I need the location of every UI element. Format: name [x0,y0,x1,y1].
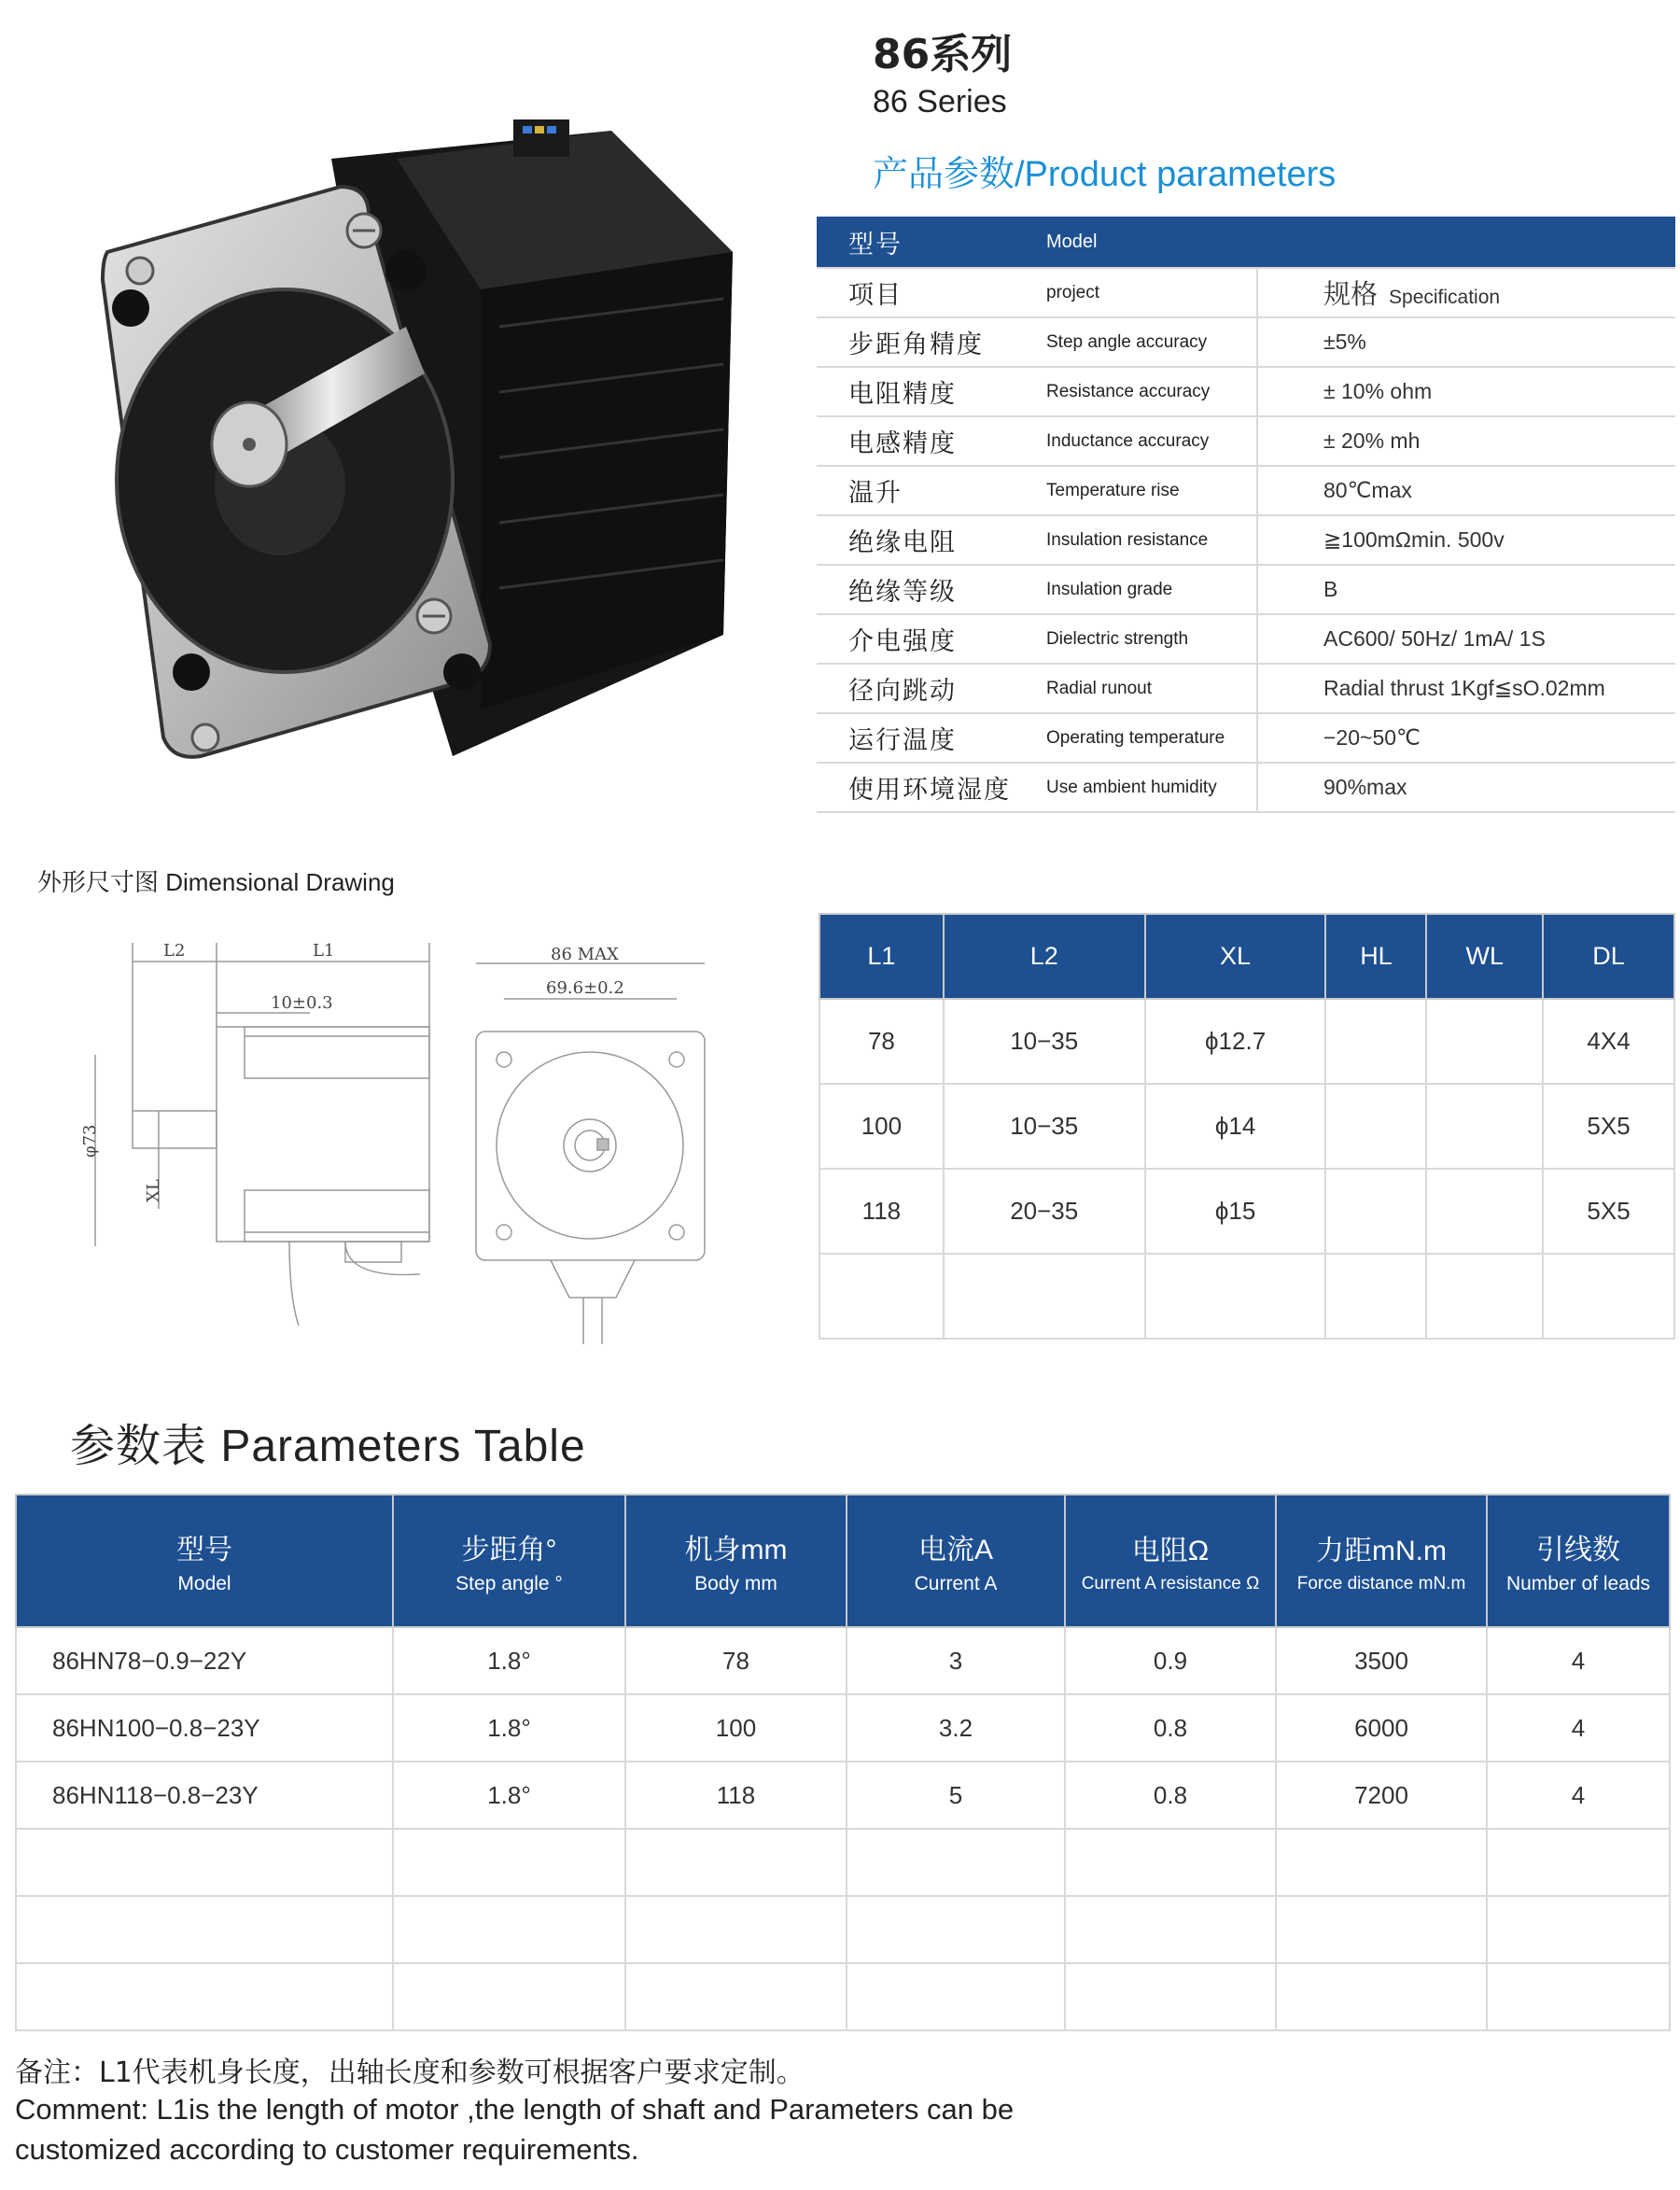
spec-row [817,515,1675,565]
dim-cell [1426,1169,1543,1254]
stepper-motor-image [89,112,761,784]
spec-row [817,317,1675,367]
dim-cell [1325,1084,1426,1169]
param-cell [1487,1896,1670,1963]
specification-en: Specification [1389,287,1501,308]
dim-cell [1543,1254,1674,1339]
dim-cell: ϕ12.7 [1145,999,1326,1084]
param-cell [393,1963,625,2030]
param-cell: 100 [625,1694,847,1762]
param-cell [1276,1963,1487,2030]
spec-en: Resistance accuracy [1035,367,1257,416]
param-cell: 4 [1487,1762,1670,1829]
spec-cn: 步距角精度 [817,317,1035,367]
param-header-en: Model [177,1573,231,1594]
spec-header-en: Model [1035,217,1257,268]
spec-value: ± 20% mh [1257,416,1675,466]
param-cell: 0.8 [1065,1694,1276,1762]
param-cell: 7200 [1276,1762,1487,1829]
param-cell [393,1896,625,1963]
dim-cell: 118 [819,1169,944,1254]
param-header-en: Current A resistance Ω [1081,1574,1260,1593]
param-header-cn: 电阻Ω [1131,1536,1210,1566]
param-header-model [16,1495,393,1627]
drawing-label-xl: XL [144,1179,163,1202]
spec-value: 80℃max [1257,466,1675,515]
spec-subheader-row [817,268,1675,317]
param-cell [625,1963,847,2030]
parameters-row [16,1963,1670,2030]
dim-cell: 20−35 [944,1169,1145,1254]
param-cell [1276,1896,1487,1963]
dim-cell [1426,1084,1543,1169]
parameters-row [16,1627,1670,1694]
dim-cell [1145,1254,1326,1339]
dim-cell [1426,999,1543,1084]
spec-subheader-value [1257,268,1675,317]
dim-header-dl: DL [1543,914,1674,999]
dim-cell: 10−35 [944,999,1145,1084]
spec-value: AC600/ 50Hz/ 1mA/ 1S [1257,614,1675,664]
dim-header-l1: L1 [819,914,944,999]
param-cell [625,1896,847,1963]
dim-cell [1426,1254,1543,1339]
param-header-en: Body mm [694,1573,777,1594]
dim-header-wl: WL [1426,914,1543,999]
param-cell-model: 86HN78−0.9−22Y [16,1627,393,1694]
param-cell [1065,1896,1276,1963]
dim-cell: 78 [819,999,944,1084]
spec-row [817,466,1675,515]
spec-en: Insulation resistance [1035,515,1257,565]
dim-cell: 10−35 [944,1084,1145,1169]
spec-cn: 径向跳动 [817,664,1035,713]
dim-cell: 5X5 [1543,1084,1674,1169]
parameters-table [15,1494,1671,2031]
spec-en: Dielectric strength [1035,614,1257,664]
drawing-label-shaft: 10±0.3 [271,993,333,1013]
spec-en: Use ambient humidity [1035,763,1257,812]
parameters-row [16,1829,1670,1896]
param-cell [393,1829,625,1896]
dim-cell: 4X4 [1543,999,1674,1084]
spec-value: B [1257,565,1675,614]
spec-cn: 电阻精度 [817,367,1035,416]
param-cell-model [16,1829,393,1896]
specification-cn: 规格 [1323,280,1379,310]
spec-cn: 电感精度 [817,416,1035,466]
drawing-label-pitch: 69.6±0.2 [546,978,624,998]
spec-row [817,614,1675,664]
param-cell [847,1963,1065,2030]
dim-cell: ϕ15 [1145,1169,1326,1254]
param-header-step-angle [393,1495,625,1627]
drawing-label-l2: L2 [163,941,186,961]
param-cell-model [16,1963,393,2030]
spec-en: Radial runout [1035,664,1257,713]
dimension-table [819,913,1675,1340]
spec-cn: 介电强度 [817,614,1035,664]
dim-cell [1325,1169,1426,1254]
param-header-cn: 型号 [176,1535,232,1565]
dimension-table-header [819,914,1674,999]
param-header-body [625,1495,847,1627]
param-header-en: Current A [914,1573,998,1594]
param-cell: 4 [1487,1627,1670,1694]
param-header-leads [1487,1495,1670,1627]
parameters-table-title: 参数表 Parameters Table [70,1422,586,1471]
drawing-label-l1: L1 [313,941,335,961]
param-cell [847,1896,1065,1963]
param-cell [625,1829,847,1896]
dim-cell [1325,1254,1426,1339]
dimension-row [819,1169,1674,1254]
spec-table-header [817,217,1675,268]
param-cell [1276,1829,1487,1896]
param-cell [1065,1963,1276,2030]
param-cell [1065,1829,1276,1896]
product-parameters-heading: 产品参数/Product parameters [873,155,1337,194]
comment-chinese: 备注：L1代表机身长度，出轴长度和参数可根据客户要求定制。 [15,2057,805,2089]
param-cell: 1.8° [393,1694,625,1762]
spec-row [817,367,1675,416]
spec-cn: 绝缘电阻 [817,515,1035,565]
param-cell: 3.2 [847,1694,1065,1762]
spec-en: Temperature rise [1035,466,1257,515]
spec-cn: 绝缘等级 [817,565,1035,614]
dimension-row [819,1084,1674,1169]
param-cell: 4 [1487,1694,1670,1762]
param-cell [1487,1829,1670,1896]
spec-row [817,416,1675,466]
spec-row [817,763,1675,812]
dim-cell: 5X5 [1543,1169,1674,1254]
dim-header-hl: HL [1325,914,1426,999]
spec-row [817,565,1675,614]
parameters-table-header [16,1495,1670,1627]
spec-row [817,713,1675,763]
spec-cn: 使用环境湿度 [817,763,1035,812]
param-header-cn: 电流A [917,1535,993,1565]
parameters-row [16,1694,1670,1762]
dimension-row [819,1254,1674,1339]
spec-en: Inductance accuracy [1035,416,1257,466]
param-cell: 3 [847,1627,1065,1694]
param-cell: 3500 [1276,1627,1487,1694]
spec-cn: 运行温度 [817,713,1035,763]
dim-header-xl: XL [1145,914,1326,999]
param-header-cn: 引线数 [1536,1535,1620,1565]
parameters-row [16,1896,1670,1963]
spec-header-cn: 型号 [817,217,1035,268]
spec-en: Operating temperature [1035,713,1257,763]
param-header-en: Number of leads [1505,1573,1651,1594]
param-cell: 6000 [1276,1694,1487,1762]
series-title: 86系列 [873,31,1013,78]
spec-en: Step angle accuracy [1035,317,1257,367]
param-cell: 0.9 [1065,1627,1276,1694]
param-header-cn: 力距mN.m [1316,1536,1447,1566]
spec-value: −20~50℃ [1257,713,1675,763]
spec-value: 90%max [1257,763,1675,812]
param-cell: 0.8 [1065,1762,1276,1829]
spec-value: ±5% [1257,317,1675,367]
parameters-row [16,1762,1670,1829]
param-header-en: Force distance mN.m [1296,1574,1466,1593]
param-cell-model: 86HN118−0.8−23Y [16,1762,393,1829]
dim-cell: ϕ14 [1145,1084,1326,1169]
spec-value: ± 10% ohm [1257,367,1675,416]
spec-cn: 温升 [817,466,1035,515]
param-cell: 1.8° [393,1762,625,1829]
param-header-force [1276,1495,1487,1627]
param-cell: 78 [625,1627,847,1694]
param-header-cn: 步距角° [461,1535,557,1565]
comment-english: Comment: L1is the length of motor ,the length of shaft and Parameters can be customized according to customer requirements. [15,2093,1015,2166]
param-cell: 1.8° [393,1627,625,1694]
param-cell-model [16,1896,393,1963]
param-cell [847,1829,1065,1896]
dimensional-drawing [65,924,737,1363]
dim-header-l2: L2 [944,914,1145,999]
dim-cell [1325,999,1426,1084]
dimensional-drawing-label: 外形尺寸图 Dimensional Drawing [37,868,395,896]
param-header-cn: 机身mm [684,1535,788,1565]
spec-row [817,664,1675,713]
dim-cell: 100 [819,1084,944,1169]
spec-value: ≧100mΩmin. 500v [1257,515,1675,565]
spec-subheader-en: project [1035,268,1257,317]
series-subtitle: 86 Series [873,84,1007,119]
spec-value: Radial thrust 1Kgf≦sO.02mm [1257,664,1675,713]
param-header-en: Step angle ° [455,1573,563,1594]
spec-en: Insulation grade [1035,565,1257,614]
drawing-label-dia: φ73 [80,1124,100,1158]
dim-cell [944,1254,1145,1339]
param-header-resistance [1065,1495,1276,1627]
param-cell: 118 [625,1762,847,1829]
param-cell-model: 86HN100−0.8−23Y [16,1694,393,1762]
drawing-label-max: 86 MAX [551,945,619,964]
param-cell [1487,1963,1670,2030]
spec-table [817,217,1675,813]
spec-subheader-cn: 项目 [817,268,1035,317]
dimension-row [819,999,1674,1084]
dim-cell [819,1254,944,1339]
param-cell: 5 [847,1762,1065,1829]
param-header-current [847,1495,1065,1627]
